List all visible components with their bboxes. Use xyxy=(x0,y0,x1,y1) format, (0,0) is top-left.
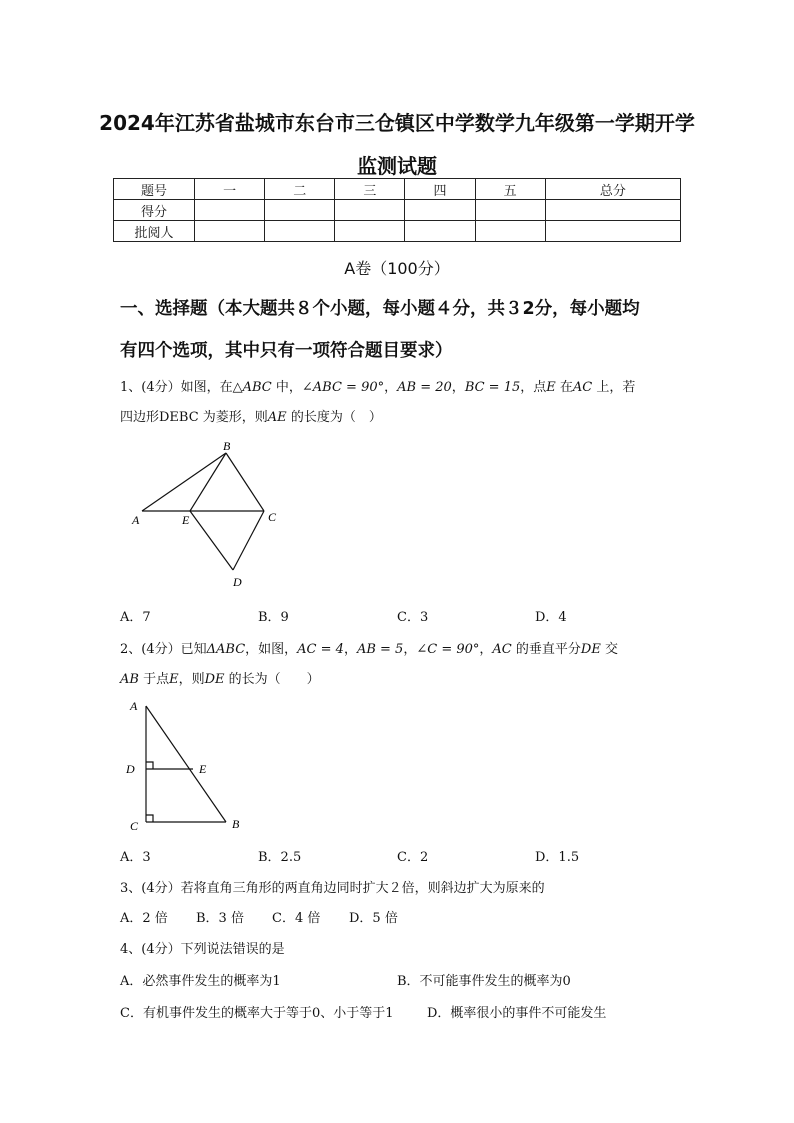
q2-text: 的长为（ ） xyxy=(224,672,320,687)
q1-label-a: A xyxy=(132,513,140,527)
score-table-header-row xyxy=(114,179,681,200)
q2-right-angle-d xyxy=(146,762,153,769)
q1-segment-cd xyxy=(233,511,264,570)
q2-text: 交 xyxy=(600,642,618,657)
score-cell[interactable] xyxy=(545,221,680,242)
q2-math: AC = 4 xyxy=(297,642,344,657)
q2-line-1 xyxy=(120,638,618,657)
q1-text: 1、(4分）如图，在 xyxy=(120,380,233,395)
score-cell[interactable] xyxy=(265,221,335,242)
q2-math: AB xyxy=(120,672,139,687)
q1-text: 中， xyxy=(271,380,302,395)
q1-math: AE xyxy=(267,410,287,425)
q1-math: BC = 15 xyxy=(464,380,521,395)
q3-text: 3、(4分）若将直角三角形的两直角边同时扩大２倍，则斜边扩大为原来的 xyxy=(120,881,545,896)
q2-option-c[interactable]: C．2 xyxy=(397,850,429,865)
score-table-header-cell: 四 xyxy=(405,179,475,200)
q2-text: ，则 xyxy=(178,672,205,687)
q2-segment-ab xyxy=(146,706,226,822)
q2-math: AC xyxy=(492,642,512,657)
q2-math: DE xyxy=(204,672,225,687)
q2-math: AB = 5 xyxy=(356,642,404,657)
q1-line-1 xyxy=(120,376,635,395)
q1-text: 的长度为（ ） xyxy=(286,410,382,425)
q1-segment-bc xyxy=(226,453,264,511)
q2-text: ， xyxy=(479,642,493,657)
score-table-header-cell: 总分 xyxy=(545,179,680,200)
score-cell[interactable] xyxy=(545,200,680,221)
section-heading-line-1: 一、选择题（本大题共８个小题，每小题４分，共３2分，每小题均 xyxy=(120,299,640,319)
q4-option-d[interactable]: D．概率很小的事件不可能发生 xyxy=(427,1006,607,1021)
q1-text: ， xyxy=(451,380,465,395)
score-cell[interactable] xyxy=(475,221,545,242)
q2-label-c: C xyxy=(130,819,139,833)
score-cell[interactable] xyxy=(265,200,335,221)
q2-math: ∠C = 90° xyxy=(416,642,480,657)
q1-math: △ABC xyxy=(232,380,272,395)
q2-text: ， xyxy=(403,642,417,657)
q1-label-b: B xyxy=(223,439,231,453)
q2-text: 的垂直平分 xyxy=(511,642,581,657)
q2-label-b: B xyxy=(232,817,240,831)
q2-math: ΔABC xyxy=(206,642,246,657)
score-table-row xyxy=(114,200,681,221)
score-cell[interactable] xyxy=(195,221,265,242)
q2-text: 2、(4分）已知 xyxy=(120,642,207,657)
q1-text: 在 xyxy=(555,380,573,395)
q1-segment-ab xyxy=(142,453,226,511)
score-table-header-cell: 一 xyxy=(195,179,265,200)
q1-label-e: E xyxy=(182,513,190,527)
q1-option-d[interactable]: D．4 xyxy=(535,610,567,625)
q3-option-d[interactable]: D．5 倍 xyxy=(349,911,398,926)
q4-option-a[interactable]: A．必然事件发生的概率为1 xyxy=(120,974,281,989)
q1-math: ∠ABC = 90° xyxy=(301,380,385,395)
score-table-row xyxy=(114,221,681,242)
q1-math: AB = 20 xyxy=(397,380,452,395)
score-row-label: 得分 xyxy=(114,200,195,221)
q4-text: 4、(4分）下列说法错误的是 xyxy=(120,942,285,957)
q2-option-a[interactable]: A．3 xyxy=(120,850,151,865)
q2-math: E xyxy=(169,672,179,687)
q1-option-b[interactable]: B．9 xyxy=(258,610,289,625)
q2-math: DE xyxy=(580,642,601,657)
q2-line-2 xyxy=(120,668,320,687)
score-table-header-cell: 题号 xyxy=(114,179,195,200)
q2-label-d: D xyxy=(126,762,135,776)
q2-option-d[interactable]: D．1.5 xyxy=(535,850,580,865)
score-table-header-cell: 三 xyxy=(335,179,405,200)
q2-text: ，如图， xyxy=(245,642,298,657)
q2-label-a: A xyxy=(130,699,138,713)
q1-segment-be xyxy=(190,453,226,511)
q3-option-a[interactable]: A．2 倍 xyxy=(120,911,168,926)
volume-heading: A卷（100分） xyxy=(344,259,450,278)
q2-label-e: E xyxy=(199,762,207,776)
q1-math: E xyxy=(546,380,556,395)
q3-option-c[interactable]: C．4 倍 xyxy=(272,911,321,926)
score-table-header-cell: 二 xyxy=(265,179,335,200)
q1-segment-ed xyxy=(190,511,233,570)
q1-text: 四边形DEBC 为菱形，则 xyxy=(120,410,268,425)
score-table xyxy=(113,178,681,242)
q2-figure xyxy=(120,696,260,836)
q1-option-a[interactable]: A．7 xyxy=(120,610,151,625)
q4-option-c[interactable]: C．有机事件发生的概率大于等于0、小于等于1 xyxy=(120,1006,394,1021)
q1-text: ，点 xyxy=(520,380,547,395)
q1-line-2 xyxy=(120,406,382,425)
q1-option-c[interactable]: C．3 xyxy=(397,610,429,625)
q1-text: 上，若 xyxy=(592,380,636,395)
q1-text: ， xyxy=(384,380,398,395)
score-cell[interactable] xyxy=(335,200,405,221)
q1-label-c: C xyxy=(268,510,277,524)
score-cell[interactable] xyxy=(475,200,545,221)
q2-text: 于点 xyxy=(138,672,170,687)
q1-label-d: D xyxy=(233,575,242,589)
score-table-header-cell: 五 xyxy=(475,179,545,200)
score-cell[interactable] xyxy=(335,221,405,242)
title-line-1: 2024年江苏省盐城市东台市三仓镇区中学数学九年级第一学期开学 xyxy=(99,111,695,135)
q1-figure xyxy=(130,438,290,593)
section-heading-line-2: 有四个选项，其中只有一项符合题目要求） xyxy=(120,341,453,361)
score-cell[interactable] xyxy=(195,200,265,221)
q3-option-b[interactable]: B．3 倍 xyxy=(196,911,244,926)
q4-option-b[interactable]: B．不可能事件发生的概率为0 xyxy=(397,974,571,989)
score-cell[interactable] xyxy=(405,200,475,221)
title-line-2: 监测试题 xyxy=(357,154,437,178)
q2-right-angle-c xyxy=(146,815,153,822)
q1-math: AC xyxy=(572,380,593,395)
q2-text: ， xyxy=(343,642,357,657)
score-cell[interactable] xyxy=(405,221,475,242)
score-row-label: 批阅人 xyxy=(114,221,195,242)
q2-option-b[interactable]: B．2.5 xyxy=(258,850,302,865)
